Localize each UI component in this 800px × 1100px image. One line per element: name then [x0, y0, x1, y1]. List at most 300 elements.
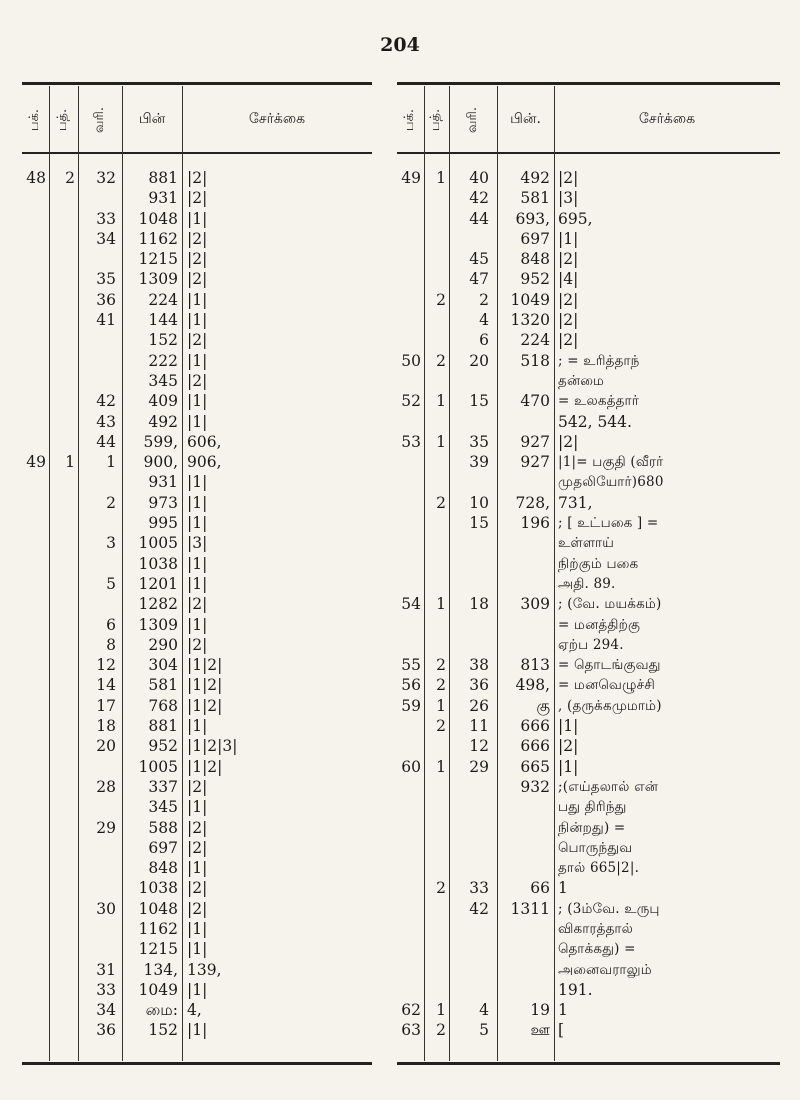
cell-pin: 144: [148, 311, 178, 330]
cell-vari: 40: [469, 169, 489, 187]
cell-pin: 932: [520, 777, 550, 796]
cell-serkkai: |2|: [187, 635, 208, 654]
cell-vari: 38: [469, 656, 489, 675]
cell-pin: 222: [148, 351, 178, 370]
cell-pin: 304: [148, 656, 178, 675]
cell-serkkai: |1|: [187, 290, 208, 309]
table-row: [22, 838, 372, 858]
cell-serkkai: |2|: [187, 777, 208, 796]
cell-pin: 952: [148, 737, 178, 756]
cell-serkkai: |1|2|: [187, 696, 223, 715]
cell-serkkai: |2|: [558, 331, 579, 350]
table-row: [22, 330, 372, 350]
cell-serkkai: |1|: [187, 980, 208, 999]
cell-pin: 19: [530, 1001, 550, 1020]
cell-pin: 345: [148, 371, 178, 390]
table-row: [22, 452, 372, 472]
table-row: [22, 168, 372, 188]
cell-serkkai: அதி. 89.: [558, 575, 616, 592]
cell-pin: 927: [520, 432, 550, 451]
cell-serkkai: |1|: [187, 615, 208, 634]
cell-vari: 18: [96, 717, 116, 736]
cell-serkkai: 139,: [187, 960, 222, 979]
table-row: [397, 412, 780, 432]
cell-pathi: 1: [436, 432, 446, 451]
table-row: [397, 229, 780, 249]
cell-serkkai: = உலகத்தார்: [558, 393, 639, 410]
cell-vari: 32: [96, 169, 116, 187]
table-row: [397, 939, 780, 959]
cell-pin: மை:: [145, 1001, 178, 1020]
table-row: [22, 736, 372, 756]
cell-pathi: 2: [436, 290, 446, 309]
cell-pin: 1215: [138, 940, 178, 959]
cell-pin: 1320: [510, 311, 550, 330]
table-row: [397, 1000, 780, 1020]
cell-vari: 34: [96, 229, 116, 248]
cell-pin: 588: [148, 818, 178, 837]
cell-serkkai: |1|: [187, 473, 208, 492]
cell-pin: 697: [520, 229, 550, 248]
right-table-body: [397, 168, 780, 1041]
cell-serkkai: 191.: [558, 980, 593, 999]
cell-vari: 33: [96, 980, 116, 999]
cell-pak: 62: [401, 1001, 421, 1020]
cell-serkkai: |2|: [187, 169, 208, 187]
table-row: [397, 351, 780, 371]
cell-pin: 581: [520, 189, 550, 208]
cell-pin: 599,: [143, 432, 178, 451]
cell-serkkai: |2|: [187, 879, 208, 898]
cell-vari: 34: [96, 1001, 116, 1020]
cell-serkkai: 1: [558, 1001, 568, 1020]
cell-serkkai: |2|: [558, 290, 579, 309]
table-row: [397, 980, 780, 1000]
cell-serkkai: |1|: [187, 574, 208, 593]
cell-serkkai: 4,: [187, 1001, 202, 1020]
cell-serkkai: |1|: [187, 919, 208, 938]
cell-serkkai: , (தருக்கமுமாம்): [558, 697, 662, 714]
cell-pak: 49: [26, 453, 46, 472]
table-row: [22, 472, 372, 492]
table-row: [397, 533, 780, 553]
cell-pin: 1005: [138, 534, 178, 553]
cell-pak: 56: [401, 676, 421, 695]
cell-serkkai: = தொடங்குவது: [558, 657, 661, 674]
table-row: [397, 838, 780, 858]
cell-pak: 53: [401, 432, 421, 451]
table-row: [397, 655, 780, 675]
cell-vari: 3: [106, 534, 116, 553]
cell-vari: 43: [96, 412, 116, 431]
cell-vari: 36: [96, 290, 116, 309]
cell-vari: 41: [96, 311, 116, 330]
cell-serkkai: = மனத்திற்கு: [558, 616, 641, 633]
table-row: [397, 513, 780, 533]
cell-serkkai: |2|: [558, 169, 579, 187]
table-row: [22, 269, 372, 289]
table-row: [22, 757, 372, 777]
table-row: [22, 290, 372, 310]
cell-pin: 848: [148, 859, 178, 878]
cell-pin: 470: [520, 392, 550, 411]
left-table-body: [22, 168, 372, 1041]
cell-serkkai: பொருந்துவ: [558, 839, 633, 856]
cell-serkkai: |2|: [187, 250, 208, 269]
table-row: [397, 574, 780, 594]
cell-serkkai: |1|: [187, 717, 208, 736]
table-row: [397, 675, 780, 695]
cell-vari: 15: [469, 392, 489, 411]
table-row: [22, 858, 372, 878]
cell-vari: 29: [96, 818, 116, 837]
cell-serkkai: 606,: [187, 432, 222, 451]
cell-pin: 848: [520, 250, 550, 269]
cell-serkkai: 1: [558, 879, 568, 898]
cell-pak: 60: [401, 757, 421, 776]
cell-pathi: 1: [65, 453, 75, 472]
cell-pathi: 1: [436, 595, 446, 614]
table-row: [397, 818, 780, 838]
cell-pin: 1311: [510, 899, 550, 918]
cell-pin: 693,: [515, 209, 550, 228]
cell-serkkai: |1|= பகுதி (வீரர்: [558, 454, 664, 471]
cell-vari: 6: [479, 331, 489, 350]
table-row: [397, 269, 780, 289]
cell-vari: 2: [106, 493, 116, 512]
cell-serkkai: |2|: [558, 432, 579, 451]
cell-vari: 44: [96, 432, 116, 451]
cell-vari: 1: [106, 453, 116, 472]
cell-vari: 42: [96, 392, 116, 411]
cell-serkkai: |1|: [187, 798, 208, 817]
table-row: [22, 432, 372, 452]
cell-vari: 6: [106, 615, 116, 634]
cell-pin: 66: [530, 879, 550, 898]
cell-pak: 48: [26, 169, 46, 187]
cell-serkkai: |2|: [187, 899, 208, 918]
table-row: [397, 736, 780, 756]
table-row: [22, 513, 372, 533]
table-row: [22, 878, 372, 898]
cell-pin: 134,: [143, 960, 178, 979]
cell-serkkai: தால் 665|2|.: [558, 860, 640, 877]
cell-serkkai: |1|: [187, 554, 208, 573]
cell-pathi: 2: [436, 717, 446, 736]
table-row: [397, 858, 780, 878]
top-rule: [22, 82, 372, 85]
cell-pin: 337: [148, 777, 178, 796]
cell-vari: 35: [469, 432, 489, 451]
cell-vari: 5: [106, 574, 116, 593]
cell-pin: 1309: [138, 615, 178, 634]
cell-pin: 1038: [138, 554, 178, 573]
cell-pin: 931: [148, 473, 178, 492]
cell-pin: 224: [148, 290, 178, 309]
table-row: [22, 919, 372, 939]
cell-pin: 900,: [143, 453, 178, 472]
page-number: 204: [380, 34, 420, 56]
table-row: [22, 980, 372, 1000]
cell-serkkai: தொக்கது) =: [558, 941, 636, 958]
cell-pathi: 2: [436, 879, 446, 898]
table-row: [22, 615, 372, 635]
cell-serkkai: அனைவராலும்: [558, 961, 652, 978]
cell-pak: 59: [401, 696, 421, 715]
cell-pin: 697: [148, 838, 178, 857]
cell-serkkai: ; = உரித்தாந்: [558, 352, 640, 369]
cell-pathi: 1: [436, 757, 446, 776]
cell-pin: 492: [148, 412, 178, 431]
cell-vari: 26: [469, 696, 489, 715]
table-row: [22, 797, 372, 817]
cell-pathi: 1: [436, 392, 446, 411]
cell-pin: 1309: [138, 270, 178, 289]
cell-serkkai: ;(எய்தலால் என்: [558, 778, 659, 795]
cell-pathi: 2: [436, 351, 446, 370]
header-vari: வரி.: [92, 107, 107, 133]
left-table: [22, 82, 372, 1067]
bottom-rule: [22, 1062, 372, 1065]
cell-pathi: 2: [436, 493, 446, 512]
cell-pin: 666: [520, 717, 550, 736]
cell-vari: 15: [469, 514, 489, 533]
cell-vari: 20: [96, 737, 116, 756]
cell-vari: 4: [479, 1001, 489, 1020]
cell-pathi: 1: [436, 696, 446, 715]
cell-vari: 31: [96, 960, 116, 979]
cell-serkkai: |1|: [187, 351, 208, 370]
cell-serkkai: |1|2|: [187, 656, 223, 675]
cell-serkkai: |1|: [187, 493, 208, 512]
cell-pin: கு: [536, 696, 550, 715]
table-row: [22, 412, 372, 432]
cell-serkkai: |2|: [187, 595, 208, 614]
cell-pathi: 2: [436, 656, 446, 675]
cell-pin: 927: [520, 453, 550, 472]
table-row: [397, 960, 780, 980]
table-row: [397, 594, 780, 614]
cell-pin: 881: [148, 169, 178, 187]
cell-serkkai: |2|: [187, 189, 208, 208]
cell-pin: 224: [520, 331, 550, 350]
cell-vari: 42: [469, 189, 489, 208]
cell-vari: 12: [469, 737, 489, 756]
cell-pak: 55: [401, 656, 421, 675]
table-row: [397, 168, 780, 188]
right-table: [397, 82, 780, 1067]
table-row: [22, 391, 372, 411]
cell-pin: 768: [148, 696, 178, 715]
header-serkkai: சேர்க்கை: [248, 111, 306, 127]
cell-pin: 1049: [138, 980, 178, 999]
header-pak: பக்.: [402, 108, 418, 132]
cell-serkkai: |1|: [558, 717, 579, 736]
cell-serkkai: = மனவெழுச்சி: [558, 677, 656, 694]
table-row: [397, 391, 780, 411]
table-row: [22, 899, 372, 919]
cell-pathi: 2: [436, 1021, 446, 1040]
table-row: [22, 533, 372, 553]
cell-pin: 1048: [138, 899, 178, 918]
cell-serkkai: ; (வே. மயக்கம்): [558, 596, 662, 613]
cell-pathi: 2: [436, 676, 446, 695]
table-row: [397, 493, 780, 513]
bottom-rule: [397, 1062, 780, 1065]
cell-pin: 1215: [138, 250, 178, 269]
cell-serkkai: |2|: [558, 250, 579, 269]
table-row: [22, 1020, 372, 1040]
top-rule: [397, 82, 780, 85]
cell-pak: 49: [401, 169, 421, 187]
cell-vari: 33: [96, 209, 116, 228]
cell-serkkai: |1|: [187, 311, 208, 330]
header-vari: வரி.: [465, 107, 480, 133]
table-row: [22, 371, 372, 391]
table-row: [22, 777, 372, 797]
table-row: [22, 675, 372, 695]
table-row: [397, 757, 780, 777]
table-row: [22, 209, 372, 229]
cell-serkkai: பது திரிந்து: [558, 799, 627, 816]
cell-pin: 1201: [138, 574, 178, 593]
cell-pin: 492: [520, 169, 550, 187]
table-row: [397, 919, 780, 939]
table-row: [22, 960, 372, 980]
cell-pin: 973: [148, 493, 178, 512]
table-row: [397, 899, 780, 919]
cell-serkkai: ஏற்ப 294.: [558, 636, 624, 653]
cell-pin: 152: [148, 1021, 178, 1040]
cell-serkkai: |1|2|: [187, 676, 223, 695]
table-row: [397, 452, 780, 472]
cell-serkkai: முதலியோர்)680: [558, 474, 664, 491]
cell-serkkai: |3|: [558, 189, 579, 208]
cell-vari: 39: [469, 453, 489, 472]
cell-vari: 36: [469, 676, 489, 695]
cell-serkkai: |2|: [187, 818, 208, 837]
cell-serkkai: நிற்கும் பகை: [558, 555, 639, 572]
cell-serkkai: |1|: [558, 229, 579, 248]
table-row: [22, 574, 372, 594]
table-row: [397, 696, 780, 716]
cell-pin: 666: [520, 737, 550, 756]
table-row: [22, 655, 372, 675]
cell-vari: 42: [469, 899, 489, 918]
header-rule: [22, 152, 372, 154]
table-row: [397, 310, 780, 330]
cell-serkkai: |3|: [187, 534, 208, 553]
cell-pin: 518: [520, 351, 550, 370]
cell-serkkai: |2|: [187, 270, 208, 289]
table-row: [397, 472, 780, 492]
header-rule: [397, 152, 780, 154]
cell-vari: 44: [469, 209, 489, 228]
cell-pin: 881: [148, 717, 178, 736]
cell-vari: 47: [469, 270, 489, 289]
table-row: [22, 188, 372, 208]
table-row: [22, 1000, 372, 1020]
cell-serkkai: |2|: [187, 229, 208, 248]
cell-vari: 5: [479, 1021, 489, 1040]
header-pak: பக்.: [27, 108, 43, 132]
cell-pak: 63: [401, 1021, 421, 1040]
table-row: [397, 330, 780, 350]
header-pathi: பத்.: [428, 108, 444, 132]
header-serkkai: சேர்க்கை: [638, 111, 696, 127]
table-row: [397, 878, 780, 898]
cell-pathi: 1: [436, 169, 446, 187]
cell-vari: 20: [469, 351, 489, 370]
cell-vari: 28: [96, 777, 116, 796]
cell-vari: 12: [96, 656, 116, 675]
cell-pathi: 2: [65, 169, 75, 187]
table-row: [22, 554, 372, 574]
table-row: [397, 371, 780, 391]
cell-pin: 952: [520, 270, 550, 289]
table-row: [397, 188, 780, 208]
table-row: [397, 249, 780, 269]
table-row: [397, 797, 780, 817]
cell-serkkai: |1|2|: [187, 757, 223, 776]
table-row: [22, 351, 372, 371]
table-row: [397, 777, 780, 797]
table-row: [22, 310, 372, 330]
cell-pin: 290: [148, 635, 178, 654]
cell-vari: 14: [96, 676, 116, 695]
cell-serkkai: ; (3ம்வே. உருபு: [558, 900, 660, 917]
table-row: [397, 615, 780, 635]
cell-serkkai: |2|: [558, 737, 579, 756]
cell-serkkai: 906,: [187, 453, 222, 472]
table-row: [22, 594, 372, 614]
cell-pin: ஊ: [530, 1021, 550, 1040]
cell-serkkai: 731,: [558, 493, 593, 512]
table-row: [22, 939, 372, 959]
cell-pin: 995: [148, 514, 178, 533]
table-row: [22, 696, 372, 716]
cell-pin: 309: [520, 595, 550, 614]
cell-serkkai: தன்மை: [558, 372, 605, 389]
table-row: [397, 716, 780, 736]
cell-pin: 1048: [138, 209, 178, 228]
cell-pin: 1282: [138, 595, 178, 614]
table-row: [397, 1020, 780, 1040]
cell-pin: 1162: [138, 919, 178, 938]
cell-serkkai: |1|: [187, 940, 208, 959]
cell-pak: 50: [401, 351, 421, 370]
cell-serkkai: |1|: [558, 757, 579, 776]
table-row: [22, 229, 372, 249]
cell-vari: 30: [96, 899, 116, 918]
cell-pin: 581: [148, 676, 178, 695]
table-row: [397, 209, 780, 229]
cell-vari: 29: [469, 757, 489, 776]
cell-pak: 52: [401, 392, 421, 411]
cell-serkkai: |1|: [187, 859, 208, 878]
cell-pin: 498,: [515, 676, 550, 695]
cell-pin: 152: [148, 331, 178, 350]
cell-serkkai: |2|: [558, 311, 579, 330]
table-row: [397, 635, 780, 655]
cell-serkkai: |4|: [558, 270, 579, 289]
cell-serkkai: |2|: [187, 331, 208, 350]
table-row: [22, 493, 372, 513]
cell-vari: 4: [479, 311, 489, 330]
cell-pathi: 1: [436, 1001, 446, 1020]
cell-serkkai: 542, 544.: [558, 412, 632, 431]
table-row: [397, 432, 780, 452]
